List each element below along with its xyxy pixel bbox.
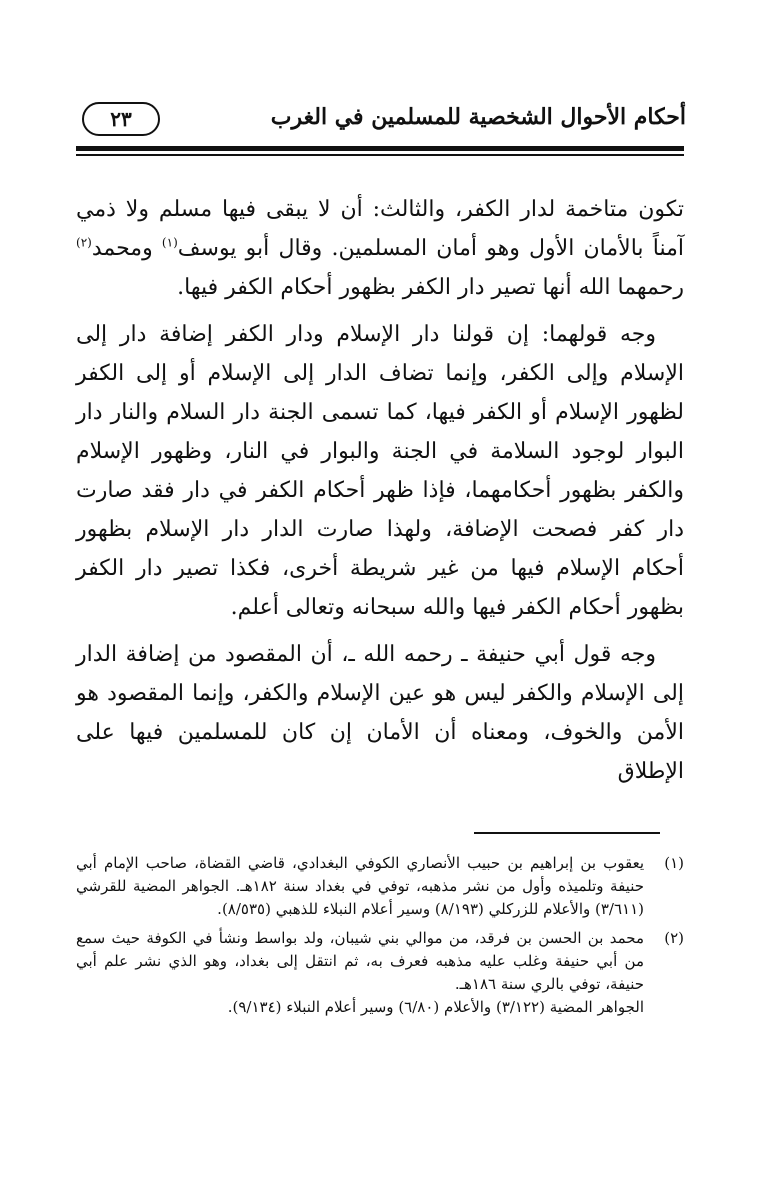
footnote-2-body	[76, 927, 644, 1019]
header-rule-thick	[76, 146, 684, 151]
footnote-ref-1: (١)	[161, 235, 178, 250]
footnote-1-number: (١)	[664, 854, 684, 872]
footnote-2-number: (٢)	[664, 929, 684, 947]
footnote-separator	[474, 832, 660, 834]
paragraph-2: وجه قولهما: إن قولنا دار الإسلام ودار الكفر إضافة دار إلى الإسلام وإلى الكفر، وإنما تضاف الدار إلى الإسلام أو إلى الكفر لظهور الإسلام أو الكفر فيها، كما تسمى الجنة دار السلام والنار دار البوار لوجود السلامة في الجنة والبوار في النار، وظهور الإسلام والكفر بظهور أحكامهما، فإذا ظهر أحكام الكفر في دار فقد صارت دار كفر فصحت الإضافة، ولهذا صارت الدار دار الإسلام بظهور أحكام الإسلام فيها من غير شريطة أخرى، فكذا تصير دار الكفر بظهور أحكام الكفر فيها والله سبحانه وتعالى أعلم.	[76, 322, 684, 620]
footnote-2-sources: الجواهر المضية (٣/١٢٢) والأعلام (٦/٨٠) وسير أعلام النبلاء (٩/١٣٤).	[227, 998, 644, 1016]
paragraph-1-part-c: رحمهما الله أنها تصير دار الكفر بظهور أحكام الكفر فيها.	[177, 275, 684, 300]
footnotes	[76, 852, 684, 1025]
paragraph-1	[76, 190, 684, 307]
book-title: أحكام الأحوال الشخصية للمسلمين في الغرب	[270, 104, 686, 130]
footnote-1-text: يعقوب بن إبراهيم بن حبيب الأنصاري الكوفي البغدادي، قاضي القضاة، صاحب الإمام أبي حنيفة وتلميذه وأول من نشر مذهبه، توفي في بغداد سنة ١٨٢هـ. الجواهر المضية للقرشي (٣/٦١١) والأعلام للزركلي (٨/١٩٣) وسير أعلام النبلاء للذهبي (٨/٥٣٥).	[76, 854, 645, 918]
footnote-2	[76, 927, 684, 1019]
paragraph-1-part-a: تكون متاخمة لدار الكفر، والثالث: أن لا يبقى فيها مسلم ولا ذمي آمناً بالأمان الأول وهو أمان المسلمين. وقال أبو يوسف	[76, 197, 684, 261]
paragraph-1-part-b: ومحمد	[91, 236, 162, 261]
footnote-ref-2: (٢)	[76, 235, 92, 250]
paragraph-3: وجه قول أبي حنيفة ـ رحمه الله ـ، أن المقصود من إضافة الدار إلى الإسلام والكفر ليس هو عين الإسلام والكفر، وإنما المقصود هو الأمن والخوف، ومعناه أن الأمان إن كان للمسلمين فيها على الإطلاق	[76, 642, 684, 784]
footnote-2-text: محمد بن الحسن بن فرقد، من موالي بني شيبان، ولد بواسط ونشأ في الكوفة حيث سمع من أبي حنيفة وغلب عليه مذهبه فعرف به، ثم انتقل إلى بغداد، وهو الذي نشر علم أبي حنيفة، توفي بالري سنة ١٨٦هـ.	[76, 929, 644, 993]
header-rule-thin	[76, 154, 684, 156]
running-header	[76, 98, 686, 142]
page-number: ٢٣	[82, 102, 160, 136]
main-text	[76, 190, 684, 799]
footnote-1	[76, 852, 684, 921]
